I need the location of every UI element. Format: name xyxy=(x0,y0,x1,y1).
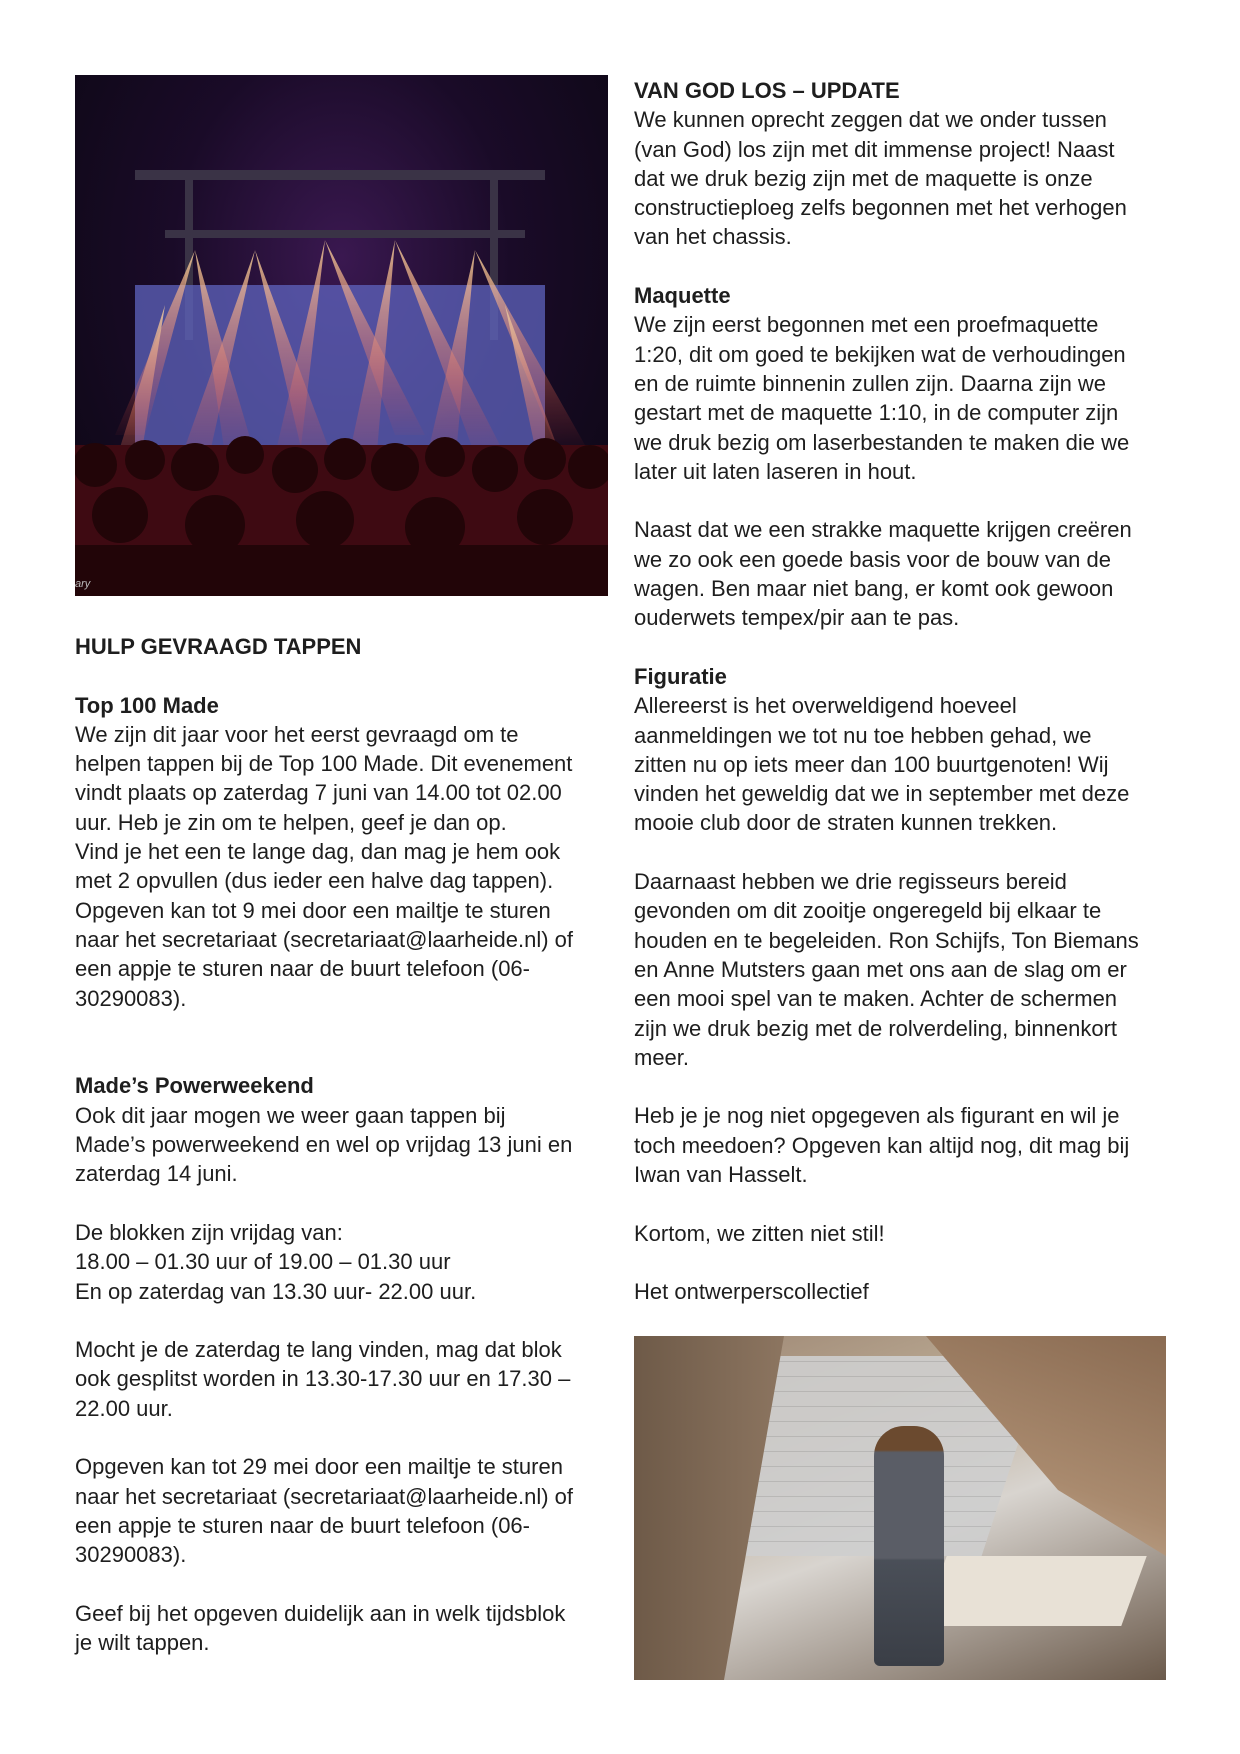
workshop-photo xyxy=(634,1336,1166,1680)
concert-photo xyxy=(75,75,608,596)
paragraph-figuratie-4: Kortom, we zitten niet stil! xyxy=(634,1220,885,1246)
person-figure xyxy=(874,1426,944,1666)
paragraph-powerweekend-blocks: De blokken zijn vrijdag van: 18.00 – 01.30 uur of 19.00 – 01.30 uur En op zaterdag van 13.30 uur- 22.00 uur. xyxy=(75,1219,477,1304)
subheading-powerweekend: Made’s Powerweekend xyxy=(75,1073,314,1099)
subheading-maquette: Maquette xyxy=(634,283,731,309)
paragraph-powerweekend-note: Geef bij het opgeven duidelijk aan in welk tijdsblok je wilt tappen. xyxy=(75,1600,566,1656)
paragraph-top100: We zijn dit jaar voor het eerst gevraagd om te helpen tappen bij de Top 100 Made. Dit evenement vindt plaats op zaterdag 7 juni van 14.00 tot 02.00 uur. Heb je zin om te helpen, geef je dan op. Vind je het een te lange dag, dan mag je hem ook met 2 opvullen (dus ieder een halve dag tappen). Opgeven kan tot 9 mei door een mailtje te sturen naar het secretariaat (secretariaat@laarheide.nl) of een appje te sturen naar de buurt telefoon (06- 30290083). xyxy=(75,721,574,1011)
paragraph-powerweekend-1: Ook dit jaar mogen we weer gaan tappen bij Made’s powerweekend en wel op vrijdag 13 juni en zaterdag 14 juni. xyxy=(75,1102,573,1187)
stage-lights-graphic xyxy=(75,75,608,596)
section-heading-van-god-los: VAN GOD LOS – UPDATE xyxy=(634,78,900,103)
subheading-top100: Top 100 Made xyxy=(75,692,219,718)
right-column xyxy=(634,76,1174,1306)
paragraph-figuratie-1: Allereerst is het overweldigend hoeveel aanmeldingen we tot nu toe hebben gehad, we zitten nu op iets meer dan 100 buurtgenoten! Wij vinden het geweldig dat we in september met deze mooie club door de straten kunnen trekken. xyxy=(634,693,1130,836)
paragraph-maquette-1: We zijn eerst begonnen met een proefmaquette 1:20, dit om goed te bekijken wat de verhoudingen en de ruimte binnenin zullen zijn. Daarna zijn we gestart met de maquette 1:10, in de computer zijn we druk bezig om laserbestanden te maken die we later uit laten laseren in hout. xyxy=(634,312,1130,484)
section-heading-tappen: HULP GEVRAAGD TAPPEN xyxy=(75,634,362,659)
left-column xyxy=(75,632,615,1657)
paragraph-powerweekend-signup: Opgeven kan tot 29 mei door een mailtje te sturen naar het secretariaat (secretariaat@laarheide.nl) of een appje te sturen naar de buurt telefoon (06- 30290083). xyxy=(75,1454,574,1568)
paragraph-figuratie-2: Daarnaast hebben we drie regisseurs bereid gevonden om dit zooitje ongeregeld bij elkaar te houden en te begeleiden. Ron Schijfs, Ton Biemans en Anne Mutsters gaan met ons aan de slag om er een mooi spel van te maken. Achter de schermen zijn we druk bezig met de rolverdeling, binnenkort meer. xyxy=(634,869,1139,1070)
photo-credit: ary xyxy=(75,578,91,590)
paragraph-maquette-2: Naast dat we een strakke maquette krijgen creëren we zo ook een goede basis voor de bouw van de wagen. Ben maar niet bang, er komt ook gewoon ouderwets tempex/pir aan te pas. xyxy=(634,517,1132,631)
signature: Het ontwerperscollectief xyxy=(634,1279,869,1305)
paragraph-intro: We kunnen oprecht zeggen dat we onder tussen (van God) los zijn met dit immense project! Naast dat we druk bezig zijn met de maquette is onze constructieploeg zelfs begonnen met het verhogen van het chassis. xyxy=(634,107,1127,250)
work-table xyxy=(921,1556,1146,1626)
subheading-figuratie: Figuratie xyxy=(634,663,727,689)
paragraph-figuratie-3: Heb je je nog niet opgegeven als figurant en wil je toch meedoen? Opgeven kan altijd nog, dit mag bij Iwan van Hasselt. xyxy=(634,1103,1130,1187)
paragraph-powerweekend-split: Mocht je de zaterdag te lang vinden, mag dat blok ook gesplitst worden in 13.30-17.30 uur en 17.30 – 22.00 uur. xyxy=(75,1337,571,1421)
